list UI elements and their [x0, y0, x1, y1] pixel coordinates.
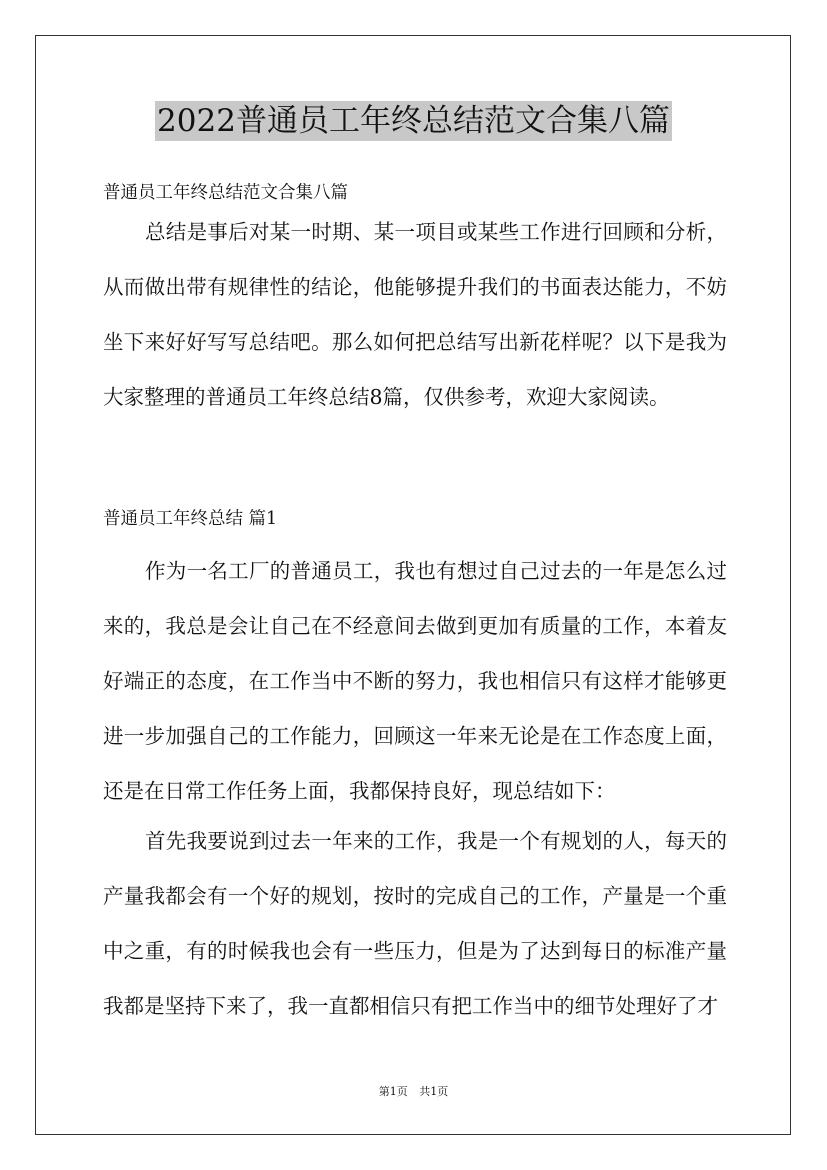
- body-paragraph-2: 首先我要说到过去一年来的工作，我是一个有规划的人，每天的产量我都会有一个好的规划，按时的完成自己的工作，产量是一个重中之重，有的时候我也会有一些压力，但是为了达到每日的标准产量我都是坚持下来了，我一直都相信只有把工作当中的细节处理好了才: [103, 829, 727, 1018]
- page-number: 第1页: [378, 1085, 408, 1098]
- body-paragraph-1: 作为一名工厂的普通员工，我也有想过自己过去的一年是怎么过来的，我总是会让自己在不经意间去做到更加有质量的工作，本着友好端正的态度，在工作当中不断的努力，我也相信只有这样才能够更进一步加强自己的工作能力，回顾这一年来无论是在工作态度上面，还是在日常工作任务上面，我都保持良好，现总结如下：: [103, 559, 727, 803]
- page-footer: [0, 1083, 827, 1101]
- document-subtitle: 普通员工年终总结范文合集八篇: [103, 183, 348, 203]
- section-heading: 普通员工年终总结 篇1: [103, 509, 278, 529]
- intro-paragraph: 总结是事后对某一时期、某一项目或某些工作进行回顾和分析，从而做出带有规律性的结论，他能够提升我们的书面表达能力，不妨坐下来好好写写总结吧。那么如何把总结写出新花样呢？以下是我为大家整理的普通员工年终总结8篇，仅供参考，欢迎大家阅读。: [103, 220, 727, 409]
- title-container: [0, 101, 827, 141]
- document-title: 2022普通员工年终总结范文合集八篇: [157, 103, 670, 139]
- page-total: 共1页: [419, 1085, 449, 1098]
